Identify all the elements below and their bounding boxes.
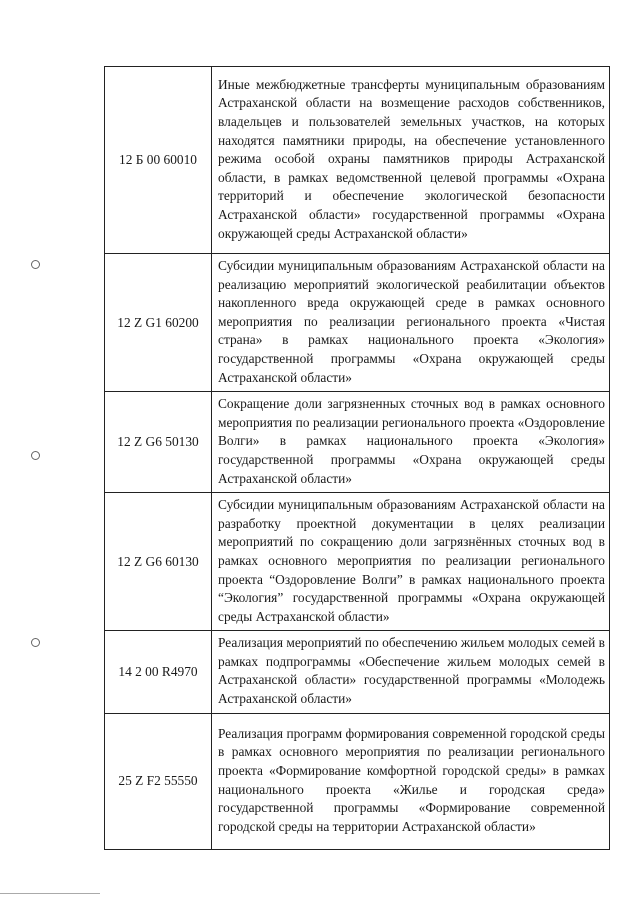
classification-code: 25 Z F2 55550: [105, 713, 212, 849]
table-row: [105, 254, 610, 392]
classification-code: 12 Б 00 60010: [105, 67, 212, 254]
expense-description: Иные межбюджетные трансферты муниципальным образованиям Астраханской области на возмещение расходов собственников, владельцев и пользователей земельных участков, на которых находятся памятники природы, на обеспечение установленного режима особой охраны памятников природы Астраханской области, в рамках ведомственной целевой программы «Охрана территорий и обеспечение экологической безопасности Астраханской области» государственной программы «Охрана окружающей среды Астраханской области»: [212, 67, 610, 254]
classification-code: 12 Z G6 50130: [105, 392, 212, 493]
punch-hole-top: [31, 260, 40, 269]
table-row: [105, 392, 610, 493]
table-row: [105, 67, 610, 254]
punch-hole-middle: [31, 451, 40, 460]
classification-code: 14 2 00 R4970: [105, 631, 212, 713]
bottom-rule: [0, 893, 100, 894]
expense-description: Реализация мероприятий по обеспечению жильем молодых семей в рамках подпрограммы «Обеспечение жильем молодых семей в Астраханской области» государственной программы «Молодежь Астраханской области»: [212, 631, 610, 713]
table-row: [105, 493, 610, 631]
expense-description: Реализация программ формирования современной городской среды в рамках основного мероприятия по реализации регионального проекта «Формирование комфортной городской среды» в рамках национального проекта «Жилье и городская среда» государственной программы «Формирование современной городской среды на территории Астраханской области»: [212, 713, 610, 849]
table-row: [105, 631, 610, 713]
expense-description: Сокращение доли загрязненных сточных вод в рамках основного мероприятия по реализации регионального проекта «Оздоровление Волги» в рамках национального проекта «Экология» государственной программы «Охрана окружающей среды Астраханской области»: [212, 392, 610, 493]
expense-description: Субсидии муниципальным образованиям Астраханской области на разработку проектной документации в целях реализации мероприятий по сокращению доли загрязнённых сточных вод в рамках основного мероприятия по реализации регионального проекта “Оздоровление Волги” в рамках национального проекта “Экология” государственной программы «Охрана окружающей среды Астраханской области»: [212, 493, 610, 631]
table-row: [105, 713, 610, 849]
punch-hole-bottom: [31, 638, 40, 647]
classification-code: 12 Z G1 60200: [105, 254, 212, 392]
classification-code: 12 Z G6 60130: [105, 493, 212, 631]
budget-codes-table: [104, 66, 610, 850]
expense-description: Субсидии муниципальным образованиям Астраханской области на реализацию мероприятий экологической реабилитации объектов накопленного вреда окружающей среде в рамках основного мероприятия по реализации регионального проекта «Чистая страна» в рамках национального проекта «Экология» государственной программы «Охрана окружающей среды Астраханской области»: [212, 254, 610, 392]
